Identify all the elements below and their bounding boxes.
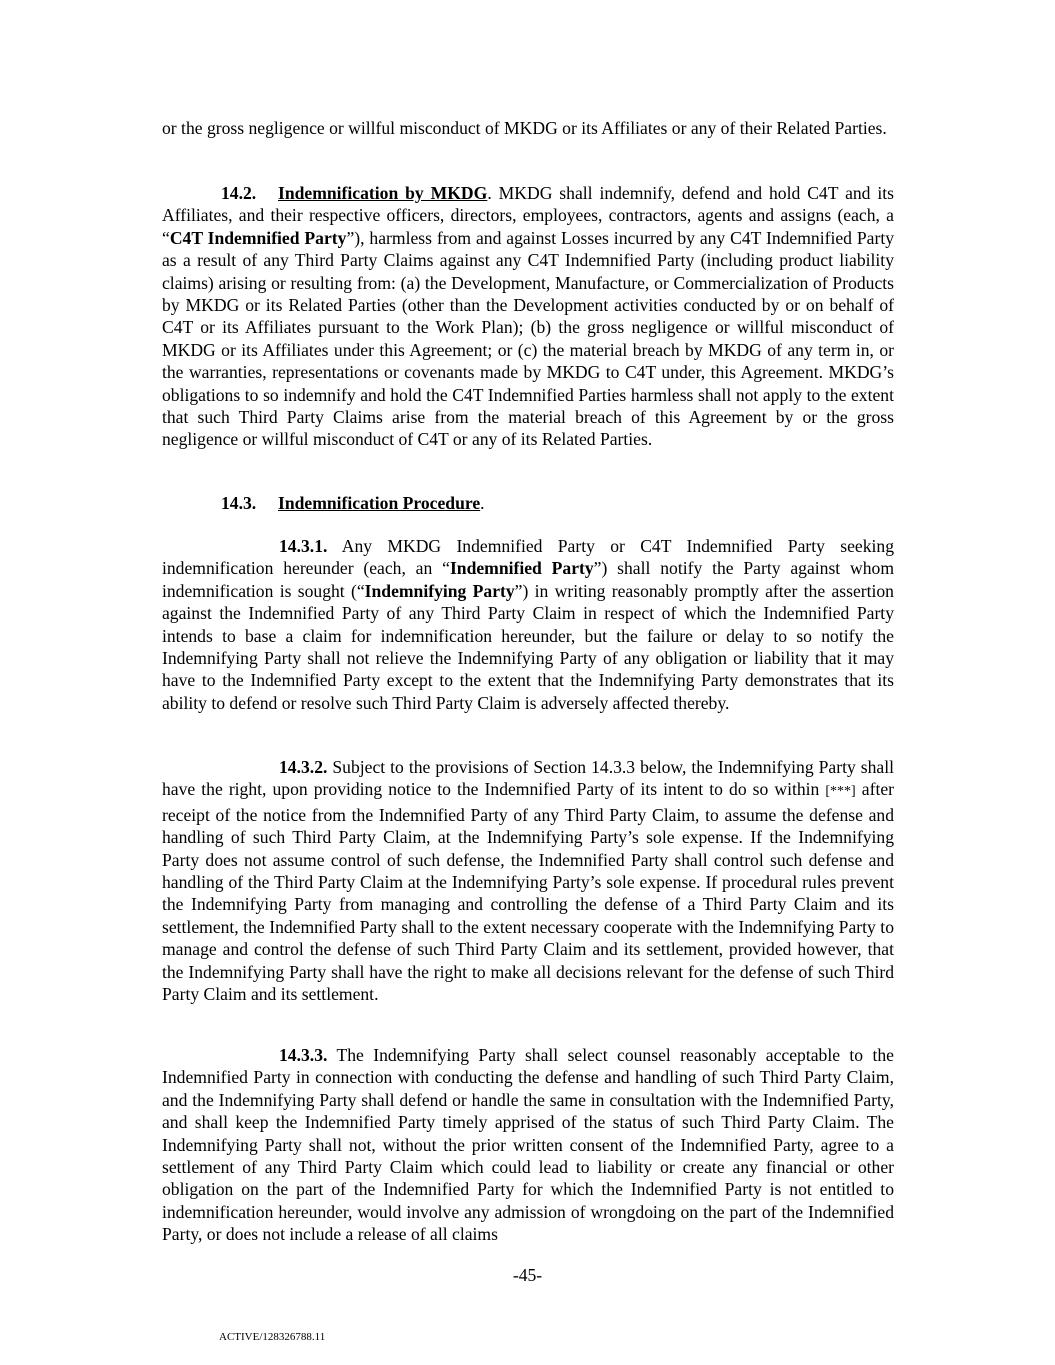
section-heading: Indemnification by MKDG <box>278 183 488 203</box>
section-text: . MKDG shall indemnify, defend and hold C4T and its Affiliates, and their respective officers, directors, employees, contractors, agents and assigns (each, a “ <box>162 183 894 248</box>
section-text: . <box>480 493 485 513</box>
section-number: 14.3.2. <box>279 757 328 777</box>
document-footer-id: ACTIVE/128326788.11 <box>219 1331 326 1343</box>
section-14-3-2 <box>162 756 894 1005</box>
section-14-3 <box>162 492 894 514</box>
section-text: The Indemnifying Party shall select counsel reasonably acceptable to the Indemnified Party in connection with conducting the defense and handling of such Third Party Claim, and the Indemnifying Party shall defend or handle the same in consultation with the Indemnified Party, and shall keep the Indemnified Party timely apprised of the status of such Third Party Claim. The Indemnifying Party shall not, without the prior written consent of the Indemnified Party, agree to a settlement of any Third Party Claim which could lead to liability or create any financial or other obligation on the part of the Indemnified Party for which the Indemnified Party is not entitled to indemnification hereunder, would involve any admission of wrongdoing on the part of the Indemnified Party, or does not include a release of all claims <box>162 1045 894 1245</box>
section-text: Subject to the provisions of Section 14.3.3 below, the Indemnifying Party shall have the right, upon providing notice to the Indemnified Party of its intent to do so within <box>162 757 894 800</box>
defined-term: Indemnifying Party <box>364 580 515 601</box>
redaction-marker: [***] <box>825 784 856 800</box>
section-14-3-3 <box>162 1044 894 1246</box>
section-number: 14.3. <box>221 493 257 513</box>
section-number: 14.3.1. <box>279 536 328 556</box>
defined-term: C4T Indemnified Party <box>169 227 347 248</box>
section-number: 14.2. <box>221 183 257 203</box>
section-14-3-1 <box>162 535 894 714</box>
paragraph-continuation <box>162 117 894 139</box>
section-number: 14.3.3. <box>279 1045 328 1065</box>
paragraph-text: or the gross negligence or willful misconduct of MKDG or its Affiliates or any of their Related Parties. <box>162 118 887 138</box>
section-text: ”), harmless from and against Losses incurred by any C4T Indemnified Party as a result of any Third Party Claims against any C4T Indemnified Party (including product liability claims) arising or resulting from: (a) the Development, Manufacture, or Commercialization of Products by MKDG or its Related Parties (other than the Development activities conducted by or on behalf of C4T or its Affiliates pursuant to the Work Plan); (b) the gross negligence or willful misconduct of MKDG or its Affiliates under this Agreement; or (c) the material breach by MKDG of any term in, or the warranties, representations or covenants made by MKDG to C4T under, this Agreement. MKDG’s obligations to so indemnify and hold the C4T Indemnified Parties harmless shall not apply to the extent that such Third Party Claims arise from the material breach of this Agreement by or the gross negligence or willful misconduct of C4T or any of its Related Parties. <box>162 227 895 450</box>
section-text: Any MKDG Indemnified Party or C4T Indemnified Party seeking indemnification hereunder (each, an “ <box>162 536 894 579</box>
section-heading: Indemnification Procedure <box>278 493 481 513</box>
page-number: -45- <box>512 1265 543 1285</box>
section-text: ”) shall notify the Party against whom indemnification is sought (“ <box>162 558 895 601</box>
section-14-2 <box>162 182 894 451</box>
defined-term: Indemnified Party <box>449 558 594 579</box>
section-text: ”) in writing reasonably promptly after the assertion against the Indemnified Party of any Third Party Claim in respect of which the Indemnified Party intends to base a claim for indemnification hereunder, but the failure or delay to so notify the Indemnifying Party shall not relieve the Indemnifying Party of any obligation or liability that it may have to the Indemnified Party except to the extent that the Indemnifying Party demonstrates that its ability to defend or resolve such Third Party Claim is adversely affected thereby. <box>162 580 894 713</box>
section-text: after receipt of the notice from the Indemnified Party of any Third Party Claim, to assume the defense and handling of such Third Party Claim, at the Indemnifying Party’s sole expense. If the Indemnifying Party does not assume control of such defense, the Indemnified Party shall control such defense and handling of the Third Party Claim at the Indemnifying Party’s sole expense. If procedural rules prevent the Indemnifying Party from managing and controlling the defense of a Third Party Claim and its settlement, the Indemnified Party shall to the extent necessary cooperate with the Indemnifying Party to manage and control the defense of such Third Party Claim and its settlement, provided however, that the Indemnifying Party shall have the right to make all decisions relevant for the defense of such Third Party Claim and its settlement. <box>162 779 894 1005</box>
